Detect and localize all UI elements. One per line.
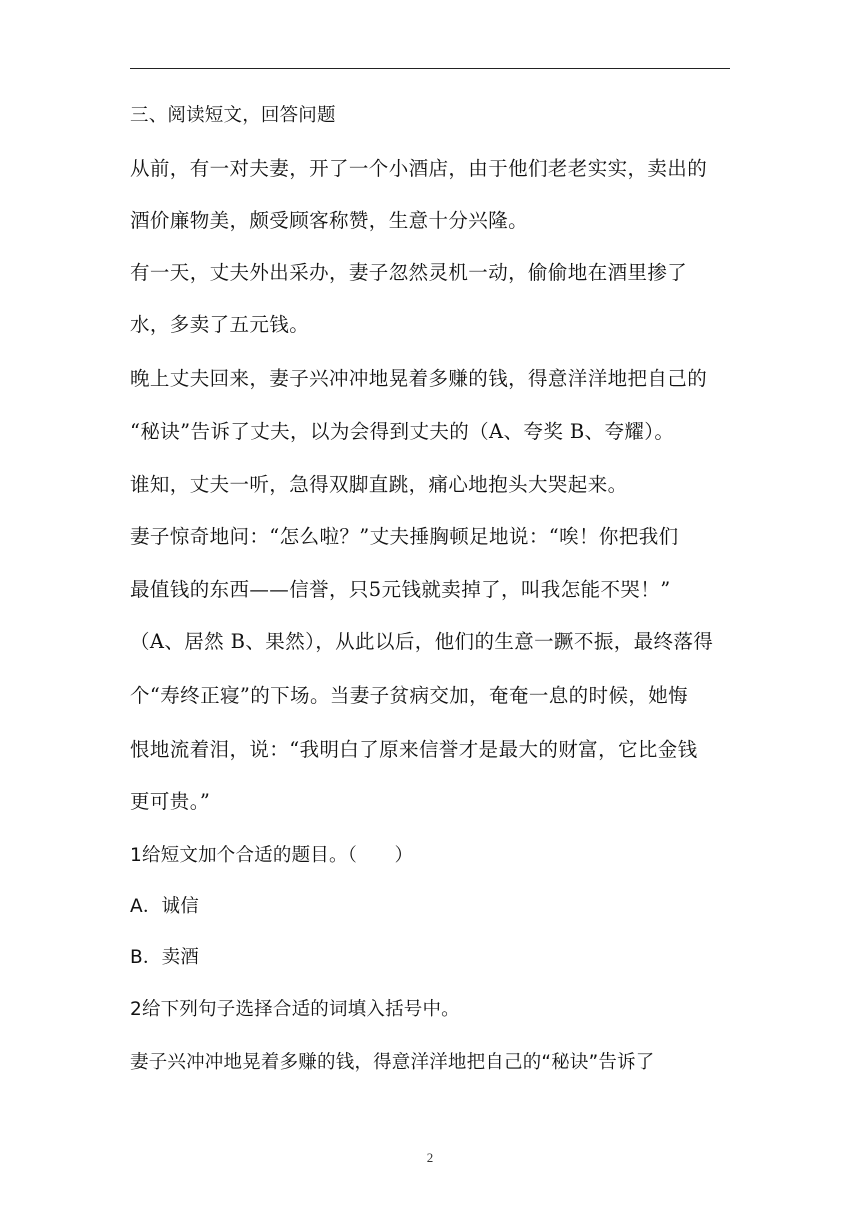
passage-line: 从前，有一对夫妻，开了一个小酒店，由于他们老老实实，卖出的 — [130, 157, 708, 180]
passage-line: 更可贵。” — [130, 790, 211, 813]
passage-line: 个“寿终正寝”的下场。当妻子贫病交加，奄奄一息的时候，她悔 — [130, 684, 689, 707]
header-rule — [130, 68, 730, 69]
passage-line: 有一天，丈夫外出采办，妻子忽然灵机一动，偷偷地在酒里掺了 — [130, 261, 688, 284]
passage-line: 水，多卖了五元钱。 — [130, 313, 310, 336]
passage-line: “秘诀”告诉了丈夫，以为会得到丈夫的（A、夸奖 B、夸耀）。 — [130, 420, 675, 443]
passage-line: 酒价廉物美，颇受顾客称赞，生意十分兴隆。 — [130, 209, 529, 232]
passage-line: 晚上丈夫回来，妻子兴冲冲地晃着多赚的钱，得意洋洋地把自己的 — [130, 367, 708, 390]
option-a: A．诚信 — [130, 896, 199, 917]
passage-line: 恨地流着泪，说：“我明白了原来信誉才是最大的财富，它比金钱 — [130, 738, 698, 761]
passage-line: 谁知，丈夫一听，急得双脚直跳，痛心地抱头大哭起来。 — [130, 473, 628, 496]
page-number: 2 — [426, 1150, 434, 1165]
passage-line: 妻子惊奇地问：“怎么啦？”丈夫捶胸顿足地说：“唉！你把我们 — [130, 525, 679, 548]
question-2: 2给下列句子选择合适的词填入括号中。 — [130, 999, 460, 1020]
option-b: B．卖酒 — [130, 947, 199, 968]
section-title: 三、阅读短文，回答问题 — [130, 105, 336, 126]
passage-line: （A、居然 B、果然），从此以后，他们的生意一蹶不振，最终落得 — [130, 630, 714, 653]
question-2-sentence: 妻子兴冲冲地晃着多赚的钱，得意洋洋地把自己的“秘诀”告诉了 — [130, 1052, 655, 1073]
question-1: 1给短文加个合适的题目。（ ） — [130, 845, 414, 866]
passage-line: 最值钱的东西——信誉，只5元钱就卖掉了，叫我怎能不哭！” — [130, 578, 671, 601]
